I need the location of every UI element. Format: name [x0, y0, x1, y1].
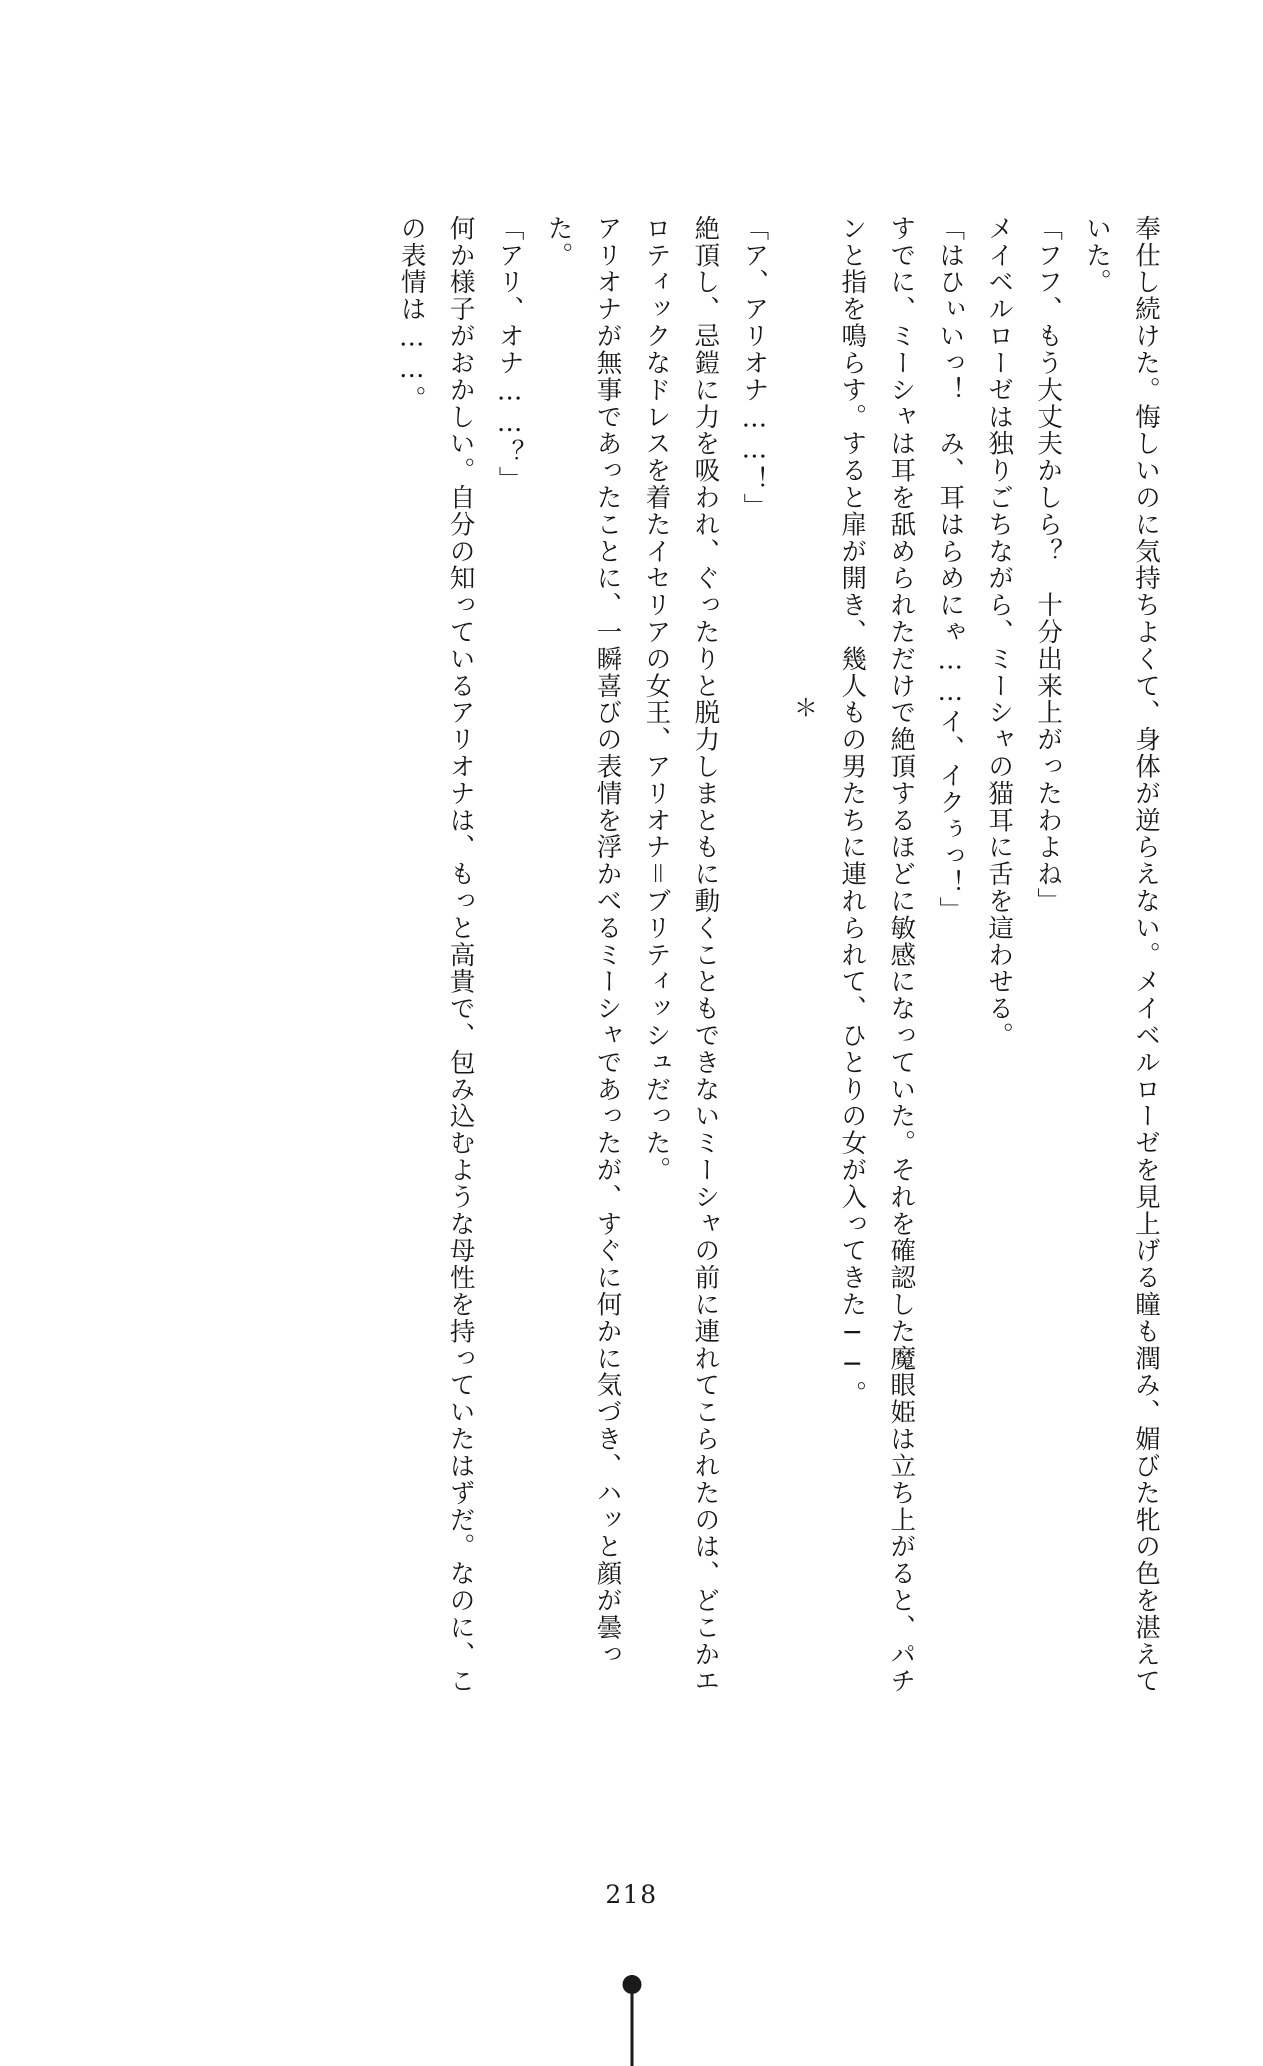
paragraph-dialogue: 「フフ、もう大丈夫かしら？ 十分出来上がったわよね」	[1033, 215, 1064, 915]
body-text	[110, 215, 1170, 1715]
paragraph-dialogue: 「はひぃいっ！ み、耳はらめにゃ……イ、イクぅっ！」	[935, 215, 966, 924]
paragraph: 絶頂し、忌鎧に力を吸われ、ぐったりと脱力しまともに動くこともできないミーシャの前に連れてこられたのは、どこかエロティックなドレスを着たイセリアの女王、アリオナ＝ブリティッシュだった。	[641, 215, 721, 1695]
page-number: 218	[605, 1880, 658, 1909]
binding-stem	[630, 1992, 633, 2066]
paragraph: 何か様子がおかしい。自分の知っているアリオナは、もっと高貴で、包み込むような母性を持っていたはずだ。なのに、この表情は……。	[396, 215, 476, 1695]
paragraph-dialogue: 「アリ、オナ……？」	[494, 215, 525, 494]
paragraph: すでに、ミーシャは耳を舐められただけで絶頂するほどに敏感になっていた。それを確認した魔眼姫は立ち上がると、パチンと指を鳴らす。すると扉が開き、幾人もの男たちに連れられて、ひとりの女が入ってきた──。	[837, 215, 917, 1695]
paragraph: 奉仕し続けた。悔しいのに気持ちよくて、身体が逆らえない。メイベルローゼを見上げる瞳も潤み、媚びた牝の色を湛えていた。	[1082, 215, 1161, 1695]
asterisk-icon: ＊	[789, 695, 818, 719]
scene-separator	[778, 215, 827, 1715]
binding-mark-icon	[619, 1975, 645, 2066]
paragraph-dialogue: 「ア、アリオナ……！」	[739, 215, 770, 520]
paragraph: メイベルローゼは独りごちながら、ミーシャの猫耳に舌を這わせる。	[984, 215, 1015, 1049]
paragraph: アリオナが無事であったことに、一瞬喜びの表情を浮かべるミーシャであったが、すぐに何かに気づき、ハッと顔が曇った。	[543, 215, 623, 1668]
